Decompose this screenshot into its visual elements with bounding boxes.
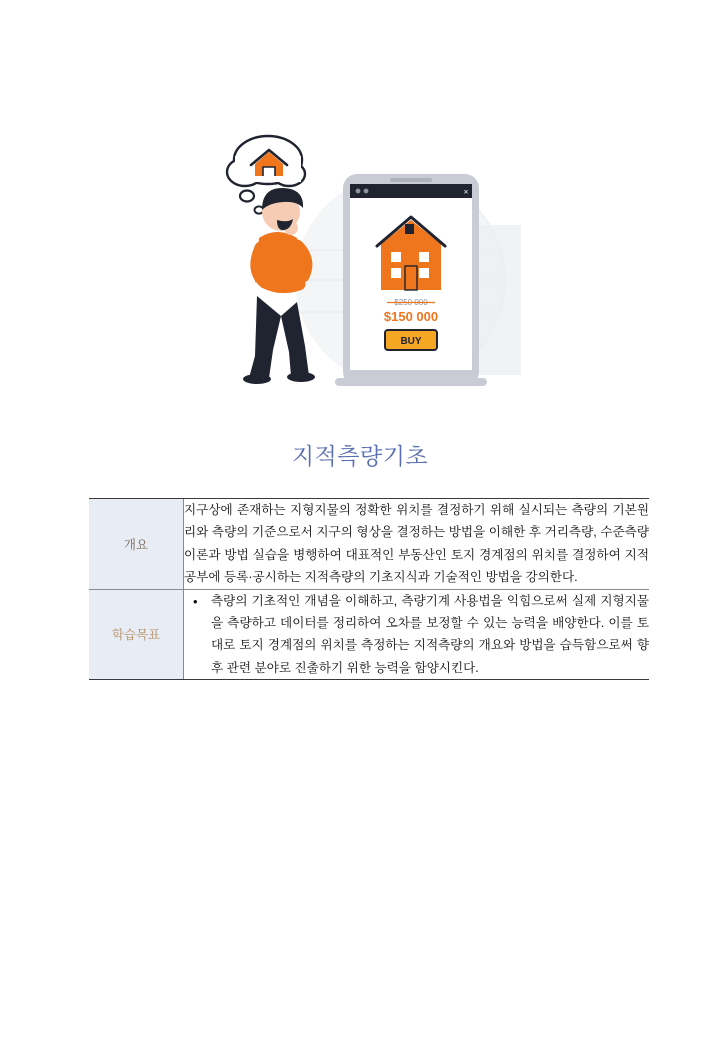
list-item: • 측량의 기초적인 개념을 이해하고, 측량기계 사용법을 익힘으로써 실제 지형지물을 측량하고 데이터를 정리하여 오차를 보정할 수 있는 능력을 배양한다. 이를 토대로 토지 경계점의 위치를 측정하는 지적측량의 개요와 방법을 습득함으로써 향후 관련 분야로 진출하기 위한 능력을 함양시킨다.	[201, 590, 649, 680]
browser-close-icon: ×	[463, 187, 469, 197]
row-content-overview: 지구상에 존재하는 지형지물의 정확한 위치를 결정하기 위해 실시되는 측량의 기본원리와 측량의 기준으로서 지구의 형상을 결정하는 방법을 이해한 후 거리측량, 수준측량 이론과 방법 실습을 병행하여 대표적인 부동산인 토지 경계점의 위치를 결정하여 지적공부에 등록·공시하는 지적측량의 기초지식과 기술적인 방법을 강의한다.	[184, 499, 650, 590]
table-row	[89, 499, 649, 590]
old-price-label: $250 000	[394, 298, 428, 307]
new-price-label: $150 000	[383, 309, 439, 324]
illustration-container	[0, 120, 720, 420]
row-label-objectives: 학습목표	[89, 589, 184, 680]
person-figure	[243, 188, 315, 384]
browser-window	[350, 184, 472, 370]
buy-button[interactable]	[385, 330, 437, 350]
row-content-objectives	[184, 589, 650, 680]
objectives-list	[184, 590, 649, 680]
course-info-table	[89, 498, 649, 680]
house-purchase-illustration	[185, 120, 535, 410]
row-label-overview: 개요	[89, 499, 184, 590]
table-row	[89, 589, 649, 680]
page-title: 지적측량기초	[291, 443, 429, 469]
phone-mockup	[335, 174, 487, 386]
buy-button-label: BUY	[400, 336, 422, 347]
